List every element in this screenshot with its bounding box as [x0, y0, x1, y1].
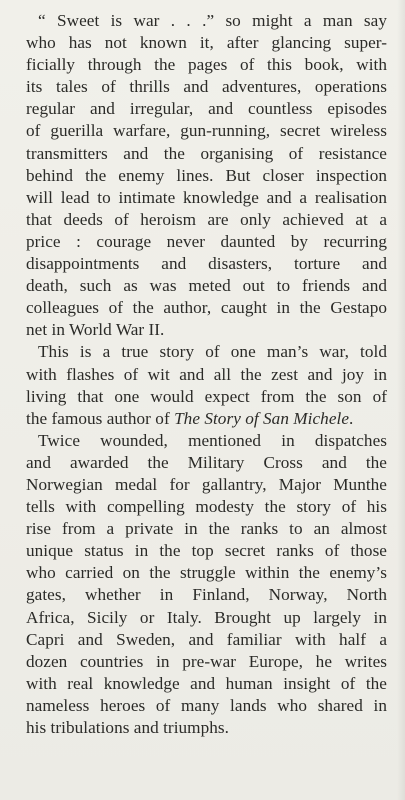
page-edge-shadow — [397, 0, 405, 800]
text-fragment: . — [349, 408, 354, 428]
text-line: net in World War II. — [26, 320, 165, 340]
text-line: and awarded the Military Cross and the — [26, 452, 387, 472]
text-line: price : courage never daunted by recurring — [26, 231, 387, 251]
paragraph-3 — [26, 430, 387, 739]
text-line: Capri and Sweden, and familiar with half a — [26, 629, 387, 649]
text-line: its tales of thrills and adventures, operations — [26, 77, 387, 97]
text-line: rise from a private in the ranks to an almost — [26, 519, 387, 539]
paragraph-2 — [26, 341, 387, 429]
text-line: tells with compelling modesty the story of his — [26, 497, 387, 517]
text-line: This is a true story of one man’s war, told — [38, 342, 387, 362]
text-line: that deeds of heroism are only achieved at a — [26, 209, 387, 229]
text-line-with-title — [26, 408, 387, 430]
text-line: gates, whether in Finland, Norway, North — [26, 585, 387, 605]
text-line: his tribulations and triumphs. — [26, 718, 229, 737]
text-line: dozen countries in pre-war Europe, he writes — [26, 651, 387, 671]
text-line: will lead to intimate knowledge and a realisation — [26, 187, 387, 207]
text-line: Twice wounded, mentioned in dispatches — [38, 430, 387, 450]
text-fragment: the famous author of — [26, 408, 175, 428]
text-line: living that one would expect from the son of — [26, 386, 387, 406]
text-line: colleagues of the author, caught in the Gestapo — [26, 298, 387, 318]
text-line: with flashes of wit and all the zest and joy in — [26, 364, 387, 384]
text-line: ficially through the pages of this book, with — [26, 55, 387, 75]
text-line: who has not known it, after glancing super- — [26, 33, 387, 53]
text-line: Norwegian medal for gallantry, Major Munthe — [26, 474, 387, 494]
text-line: of guerilla warfare, gun-running, secret wireless — [26, 121, 387, 141]
text-line: Africa, Sicily or Italy. Brought up largely in — [26, 607, 387, 627]
text-line: disappointments and disasters, torture and — [26, 254, 387, 274]
text-line: “ Sweet is war . . .” so might a man say — [38, 11, 387, 30]
text-line: unique status in the top secret ranks of those — [26, 541, 387, 561]
text-line: death, such as was meted out to friends and — [26, 276, 387, 296]
text-line: nameless heroes of many lands who shared in — [26, 695, 387, 715]
book-title: The Story of San Michele — [174, 408, 350, 428]
paragraph-1 — [26, 10, 387, 341]
text-line: transmitters and the organising of resistance — [26, 143, 387, 163]
text-line: regular and irregular, and countless episodes — [26, 99, 387, 119]
text-line: who carried on the struggle within the enemy’s — [26, 563, 387, 583]
text-line: behind the enemy lines. But closer inspection — [26, 165, 387, 185]
text-line: with real knowledge and human insight of the — [26, 673, 387, 693]
